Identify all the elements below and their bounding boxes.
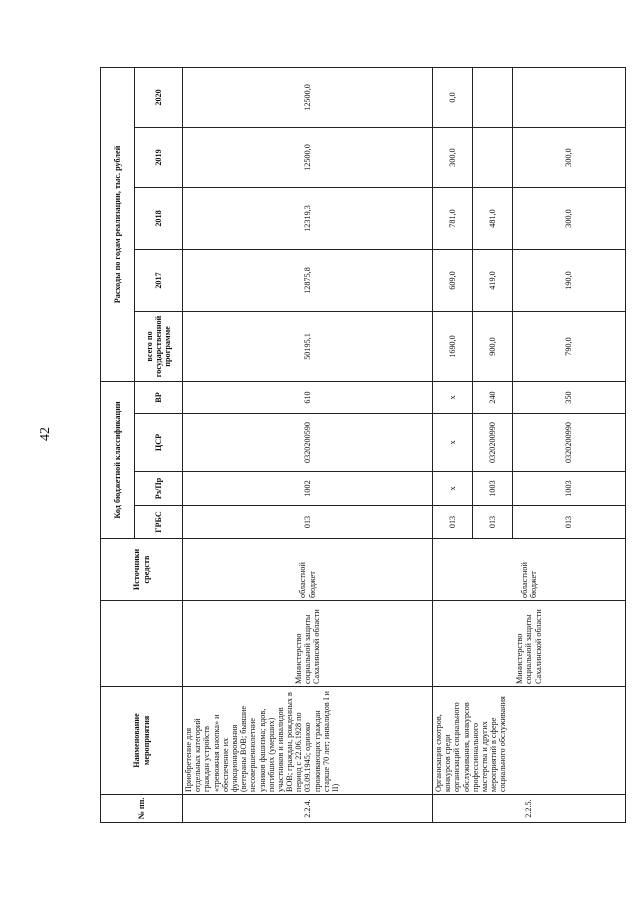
header-2018: 2018 <box>135 187 183 249</box>
row-rzpr: 1002 <box>183 472 433 506</box>
row-2019 <box>473 127 513 187</box>
row-source: областной бюджет <box>433 539 626 601</box>
row-2020 <box>513 67 626 127</box>
row-vr: x <box>433 381 473 413</box>
row-2017: 609,0 <box>433 249 473 311</box>
row-csr: 0320200590 <box>183 414 433 472</box>
header-executor <box>101 601 183 687</box>
row-2019: 300,0 <box>513 127 626 187</box>
header-2019: 2019 <box>135 127 183 187</box>
row-source: областной бюджет <box>183 539 433 601</box>
row-total: 900,0 <box>473 311 513 381</box>
row-csr: 0320200990 <box>473 414 513 472</box>
row-rzpr: 1003 <box>473 472 513 506</box>
row-2019: 12500,0 <box>183 127 433 187</box>
header-csr: ЦСР <box>135 414 183 472</box>
row-2017: 12875,8 <box>183 249 433 311</box>
row-2018: 300,0 <box>513 187 626 249</box>
header-expense-group: Расходы по годам реализации, тыс. рублей <box>101 67 135 381</box>
page-number: 42 <box>38 427 53 441</box>
row-rzpr: x <box>433 472 473 506</box>
row-2020: 0,0 <box>433 67 473 127</box>
row-2020 <box>473 67 513 127</box>
row-2018: 481,0 <box>473 187 513 249</box>
row-2018: 781,0 <box>433 187 473 249</box>
row-name: Приобретение для отдельных категорий граждан устройств «тревожная кнопка» и обеспечение их функционирования (ветераны ВОВ; бывшие несовершеннолетние узников фашизма; вдов, погибших (умерших) участников и инвалидов ВОВ; граждан, рожденных в период с 22.06.1928 по 03.09.1945; одиноко проживающих граждан старше 70 лет; инвалидов I и II) <box>183 687 433 795</box>
row-grbs: 013 <box>513 506 626 539</box>
row-csr: x <box>433 414 473 472</box>
row-num: 2.2.5. <box>433 795 626 823</box>
row-executor: Министерство социальной защиты Сахалинской области <box>433 601 626 687</box>
row-csr: 0320200990 <box>513 414 626 472</box>
row-name: Организация смотров, конкурсов среди организаций социального обслуживания, конкурсов профессионального мастерства и других мероприятий в сфере социального обслуживания <box>433 687 626 795</box>
row-vr: 350 <box>513 381 626 413</box>
header-grbs: ГРБС <box>135 506 183 539</box>
header-code-group: Код бюджетной классификации <box>101 381 135 538</box>
row-2017: 419,0 <box>473 249 513 311</box>
row-grbs: 013 <box>433 506 473 539</box>
row-num: 2.2.4. <box>183 795 433 823</box>
row-vr: 240 <box>473 381 513 413</box>
row-total: 50195,1 <box>183 311 433 381</box>
row-2019: 300,0 <box>433 127 473 187</box>
row-2020: 12500,0 <box>183 67 433 127</box>
row-vr: 610 <box>183 381 433 413</box>
header-vr: ВР <box>135 381 183 413</box>
row-rzpr: 1003 <box>513 472 626 506</box>
row-grbs: 013 <box>183 506 433 539</box>
header-2017: 2017 <box>135 249 183 311</box>
header-sources: Источники средств <box>101 539 183 601</box>
header-num: № пп. <box>101 795 183 823</box>
row-2017: 190,0 <box>513 249 626 311</box>
budget-table-rotated <box>100 68 625 823</box>
header-total: всего по государственной программе <box>135 311 183 381</box>
row-total: 790,0 <box>513 311 626 381</box>
table-row <box>433 67 473 822</box>
header-rzpr: Рз/Пр <box>135 472 183 506</box>
table-row <box>183 67 433 822</box>
row-total: 1690,0 <box>433 311 473 381</box>
header-name: Наименование мероприятия <box>101 687 183 795</box>
row-2018: 12319,3 <box>183 187 433 249</box>
budget-table <box>100 67 626 823</box>
row-executor: Министерство социальной защиты Сахалинской области <box>183 601 433 687</box>
row-grbs: 013 <box>473 506 513 539</box>
header-2020: 2020 <box>135 67 183 127</box>
